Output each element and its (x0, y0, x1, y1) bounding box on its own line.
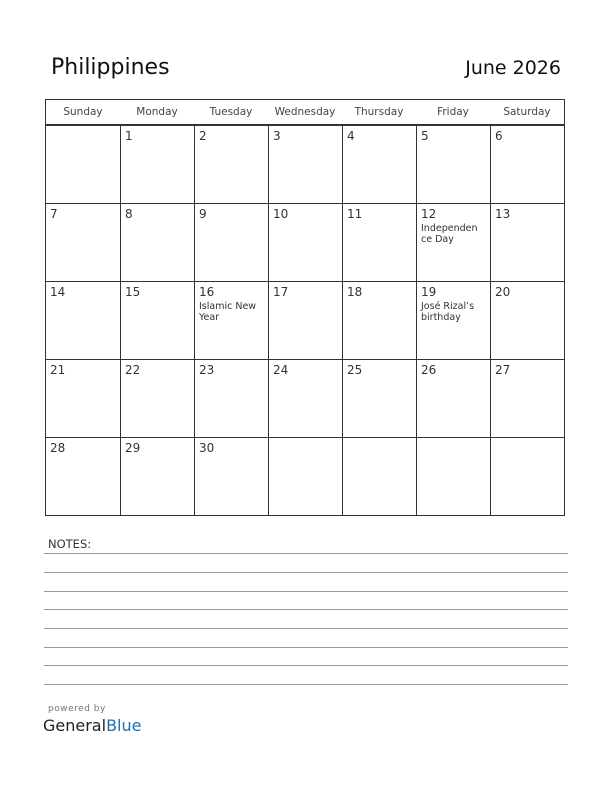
weekday-saturday: Saturday (503, 106, 551, 118)
day-cell (490, 438, 564, 515)
day-number: 9 (199, 207, 207, 221)
day-cell (194, 126, 268, 203)
day-cell-holiday (194, 282, 268, 359)
day-number: 21 (50, 363, 66, 377)
weekday-monday: Monday (136, 106, 178, 118)
notes-line (44, 647, 568, 648)
day-cell (342, 126, 416, 203)
day-number: 28 (50, 441, 66, 455)
day-number: 16 (199, 285, 215, 299)
day-cell (490, 204, 564, 281)
day-cell-holiday (416, 282, 490, 359)
day-cell (194, 438, 268, 515)
day-number: 19 (421, 285, 437, 299)
day-number: 18 (347, 285, 363, 299)
weekday-header-row (46, 100, 564, 125)
day-number: 6 (495, 129, 503, 143)
day-cell-holiday (416, 204, 490, 281)
weekday-tuesday: Tuesday (209, 106, 253, 118)
day-number: 3 (273, 129, 281, 143)
weekday-sunday: Sunday (63, 106, 103, 118)
day-cell (120, 360, 194, 437)
day-cell (342, 438, 416, 515)
country-title: Philippines (51, 55, 170, 80)
day-cell (416, 126, 490, 203)
day-number: 11 (347, 207, 363, 221)
day-cell (120, 204, 194, 281)
day-number: 24 (273, 363, 289, 377)
day-number: 13 (495, 207, 511, 221)
week-row (46, 125, 564, 203)
holiday-label: José Rizal’s birthday (421, 301, 475, 323)
day-number: 17 (273, 285, 289, 299)
day-cell (120, 282, 194, 359)
day-cell (46, 204, 120, 281)
week-row (46, 359, 564, 437)
day-number: 23 (199, 363, 215, 377)
logo-blue: Blue (106, 716, 142, 735)
day-number: 2 (199, 129, 207, 143)
day-cell (342, 282, 416, 359)
day-number: 8 (125, 207, 133, 221)
week-row (46, 437, 564, 515)
weekday-wednesday: Wednesday (274, 106, 336, 118)
day-cell (268, 438, 342, 515)
weekday-friday: Friday (437, 106, 469, 118)
day-cell (490, 282, 564, 359)
weekday-thursday: Thursday (354, 106, 404, 118)
day-cell (490, 126, 564, 203)
day-number: 30 (199, 441, 215, 455)
day-cell (194, 204, 268, 281)
day-cell (268, 360, 342, 437)
day-cell (120, 126, 194, 203)
day-number: 7 (50, 207, 58, 221)
day-number: 29 (125, 441, 141, 455)
week-row (46, 281, 564, 359)
day-number: 1 (125, 129, 133, 143)
day-cell (120, 438, 194, 515)
powered-by-text: powered by (48, 704, 106, 714)
notes-line (44, 665, 568, 666)
day-number: 4 (347, 129, 355, 143)
notes-line (44, 609, 568, 610)
day-cell (46, 282, 120, 359)
day-cell (46, 438, 120, 515)
notes-label: NOTES: (48, 537, 92, 551)
holiday-label: Islamic New Year (199, 301, 257, 323)
day-cell (416, 438, 490, 515)
day-cell (342, 360, 416, 437)
day-number: 27 (495, 363, 511, 377)
day-cell (268, 126, 342, 203)
day-number: 15 (125, 285, 141, 299)
logo-general: General (43, 716, 107, 735)
holiday-label: Independen ce Day (421, 223, 478, 245)
week-row (46, 203, 564, 281)
day-number: 12 (421, 207, 437, 221)
notes-line (44, 591, 568, 592)
day-cell (416, 360, 490, 437)
day-number: 14 (50, 285, 66, 299)
day-cell (46, 126, 120, 203)
day-number: 20 (495, 285, 511, 299)
generalblue-logo (43, 716, 141, 735)
day-number: 26 (421, 363, 437, 377)
notes-line (44, 684, 568, 685)
calendar-grid (45, 99, 565, 516)
day-number: 25 (347, 363, 363, 377)
day-cell (342, 204, 416, 281)
notes-line (44, 628, 568, 629)
day-cell (268, 204, 342, 281)
day-number: 5 (421, 129, 429, 143)
day-cell (46, 360, 120, 437)
notes-line (44, 572, 568, 573)
day-cell (490, 360, 564, 437)
day-cell (268, 282, 342, 359)
notes-line (44, 553, 568, 554)
day-number: 22 (125, 363, 141, 377)
month-title: June 2026 (465, 57, 561, 79)
day-number: 10 (273, 207, 289, 221)
day-cell (194, 360, 268, 437)
